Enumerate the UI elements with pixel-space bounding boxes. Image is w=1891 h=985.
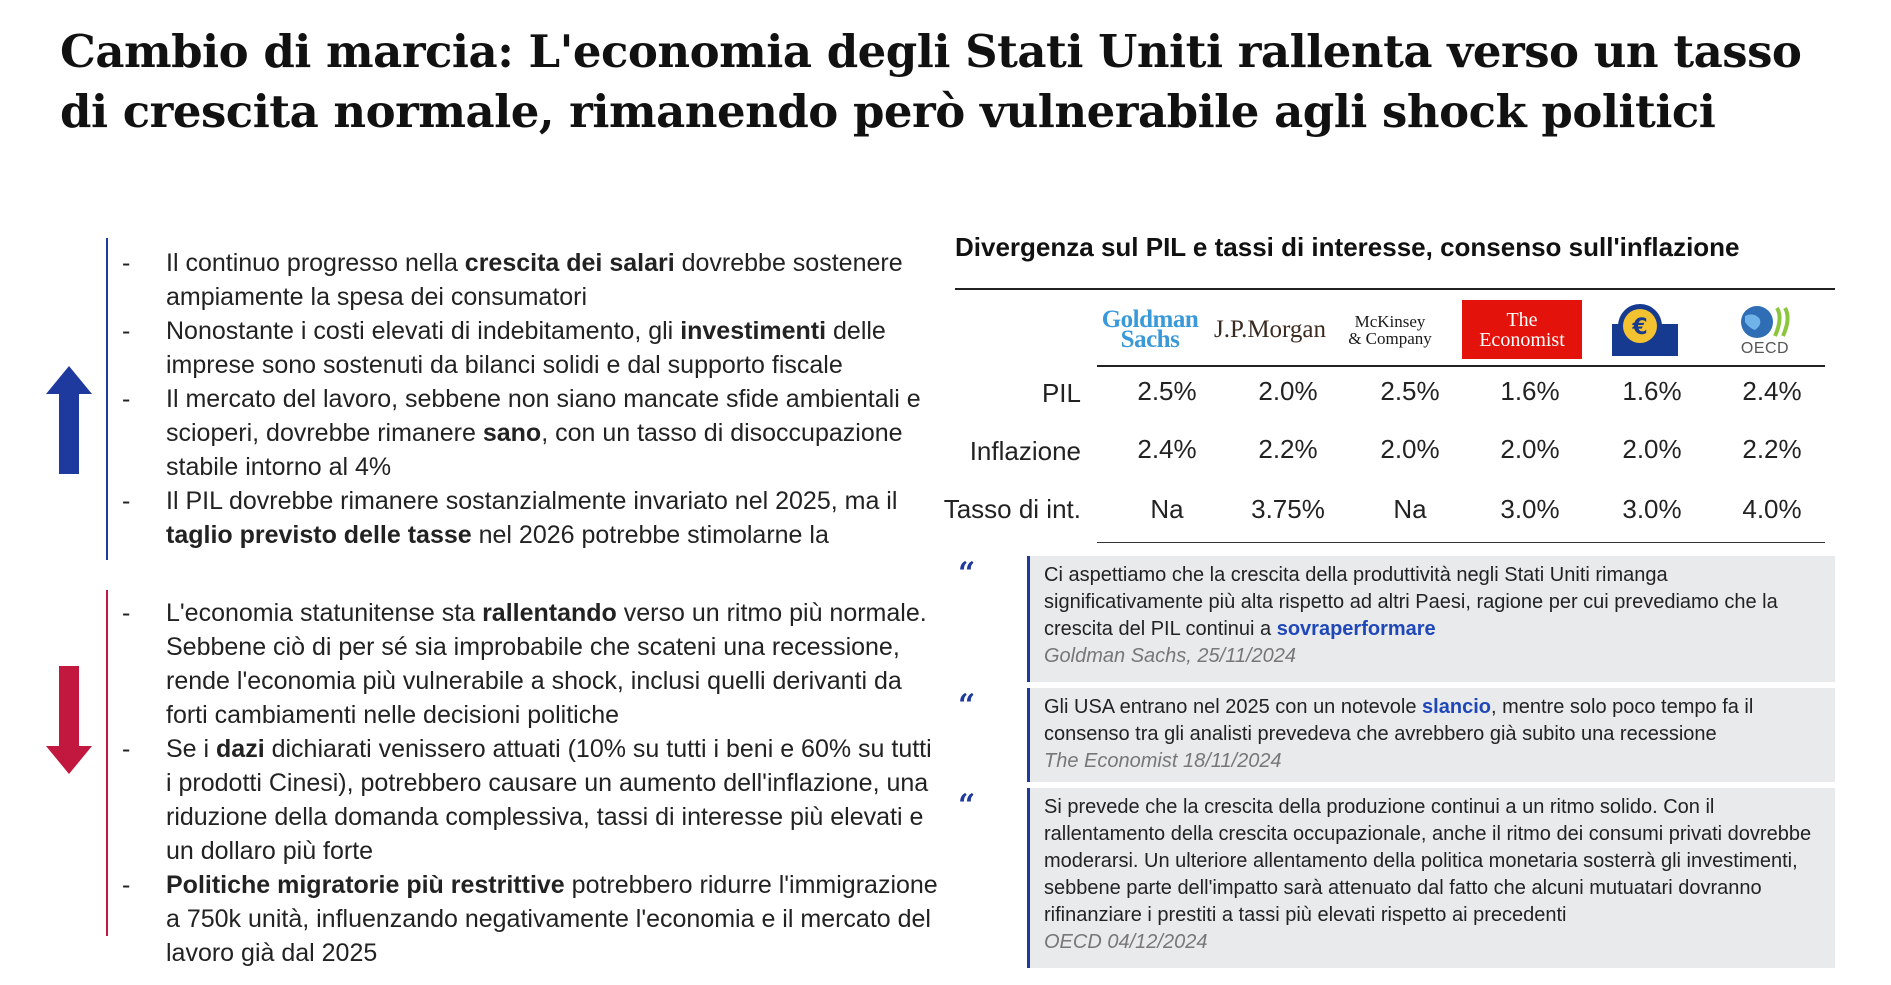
- table-header-rule: [1097, 365, 1825, 367]
- table-cell: 2.5%: [1137, 376, 1197, 406]
- table-top-rule: [955, 288, 1835, 290]
- mckinsey-logo: McKinsey & Company: [1348, 312, 1432, 348]
- goldman-sachs-logo: Goldman Sachs: [1101, 306, 1199, 353]
- arrow-up-icon: [46, 366, 92, 474]
- quote-icon: “: [958, 688, 976, 723]
- table-cell: 2.2%: [1742, 434, 1802, 464]
- table-cell: 2.5%: [1380, 376, 1440, 406]
- list-item: - Il continuo progresso nella crescita dei salari dovrebbe sostenere ampiamente la spesa dei consumatori: [122, 249, 903, 311]
- table-cell: 4.0%: [1742, 494, 1802, 524]
- negative-factors-list: [118, 596, 938, 970]
- table-cell: Na: [1393, 494, 1427, 524]
- quote-icon: “: [958, 556, 976, 591]
- list-item: - Se i dazi dichiarati venissero attuati (10% su tutti i beni e 60% su tutti i prodotti Cinesi), potrebbero causare un aumento dell'inflazione, una riduzione della domanda complessiva, tassi di interesse più elevati e un dollaro più forte: [122, 735, 932, 865]
- table-cell: 3.75%: [1251, 494, 1325, 524]
- table-title: Divergenza sul PIL e tassi di interesse, consenso sull'inflazione: [955, 232, 1740, 262]
- oecd-globe-icon: [1735, 302, 1795, 340]
- list-item: - Il mercato del lavoro, sebbene non siano mancate sfide ambientali e scioperi, dovrebbe rimanere sano, con un tasso di disoccupazione stabile intorno al 4%: [122, 385, 921, 481]
- table-cell: 2.0%: [1258, 376, 1318, 406]
- page-title: Cambio di marcia: L'economia degli Stati Uniti rallenta verso un tasso di crescita normale, rimanendo però vulnerabile agli shock politici: [60, 25, 1802, 138]
- jpmorgan-logo: J.P.Morgan: [1213, 316, 1327, 343]
- row-label-pil: PIL: [1041, 378, 1081, 408]
- list-item: - Politiche migratorie più restrittive potrebbero ridurre l'immigrazione a 750k unità, influenzando negativamente l'economia e il mercato del lavoro già dal 2025: [122, 871, 938, 967]
- table-cell: 2.4%: [1137, 434, 1197, 464]
- table-cell: 1.6%: [1622, 376, 1682, 406]
- table-cell: Na: [1150, 494, 1184, 524]
- negative-accent-bar: [106, 590, 108, 936]
- quote-source: Goldman Sachs, 25/11/2024: [1044, 645, 1297, 667]
- quote-the-economist: Gli USA entrano nel 2025 con un notevole slancio, mentre solo poco tempo fa il consenso tra gli analisti prevedeva che avrebbero già subito una recessione The Economist 18/11/2024: [1027, 688, 1835, 782]
- ecb-euro-icon: [1610, 302, 1680, 358]
- list-item: - L'economia statunitense sta rallentando verso un ritmo più normale. Sebbene ciò di per sé sia improbabile che scateni una recessione, rende l'economia più vulnerabile a shock, inclusi quelli derivanti da forti cambiamenti nelle decisioni politiche: [122, 599, 927, 729]
- oecd-logo: OECD: [1705, 300, 1825, 360]
- table-cell: 3.0%: [1500, 494, 1560, 524]
- list-item: - Il PIL dovrebbe rimanere sostanzialmente invariato nel 2025, ma il taglio previsto delle tasse nel 2026 potrebbe stimolarne la: [122, 487, 898, 549]
- quote-icon: “: [958, 788, 976, 823]
- quote-oecd: Si prevede che la crescita della produzione continui a un ritmo solido. Con il rallentamento della crescita occupazionale, anche il ritmo dei consumi privati dovrebbe moderarsi. Un ulteriore allentamento della politica monetaria sosterrà gli investimenti, sebbene parte dell'impatto sarà attenuato dal fatto che alcuni mutuatari dovranno rifinanziare i prestiti a tassi più elevati rispetto ai precedenti OECD 04/12/2024: [1027, 788, 1835, 968]
- table-cell: 1.6%: [1500, 376, 1560, 406]
- list-item: - Nonostante i costi elevati di indebitamento, gli investimenti delle imprese sono sostenuti da bilanci solidi e dal supporto fiscale: [122, 317, 886, 379]
- the-economist-logo: The Economist: [1462, 300, 1582, 359]
- table-cell: 2.4%: [1742, 376, 1802, 406]
- quote-goldman-sachs: Ci aspettiamo che la crescita della produttività negli Stati Uniti rimanga significativamente più alta rispetto ad altri Paesi, ragione per cui prevediamo che la crescita del PIL continui a sovraperformare Goldman Sachs, 25/11/2024: [1027, 556, 1835, 682]
- row-label-tasso: Tasso di int.: [943, 494, 1081, 524]
- table-bottom-rule: [1097, 542, 1825, 543]
- quote-source: OECD 04/12/2024: [1044, 931, 1208, 953]
- svg-text:€: €: [1632, 315, 1648, 340]
- positive-factors-list: [118, 246, 938, 552]
- table-cell: 2.0%: [1380, 434, 1440, 464]
- row-label-inflazione: Inflazione: [969, 436, 1081, 466]
- arrow-down-icon: [46, 666, 92, 774]
- table-cell: 2.0%: [1622, 434, 1682, 464]
- table-cell: 2.2%: [1258, 434, 1318, 464]
- ecb-logo: [1585, 300, 1705, 360]
- table-cell: 2.0%: [1500, 434, 1560, 464]
- quote-source: The Economist 18/11/2024: [1044, 750, 1282, 772]
- positive-accent-bar: [106, 238, 108, 560]
- table-cell: 3.0%: [1622, 494, 1682, 524]
